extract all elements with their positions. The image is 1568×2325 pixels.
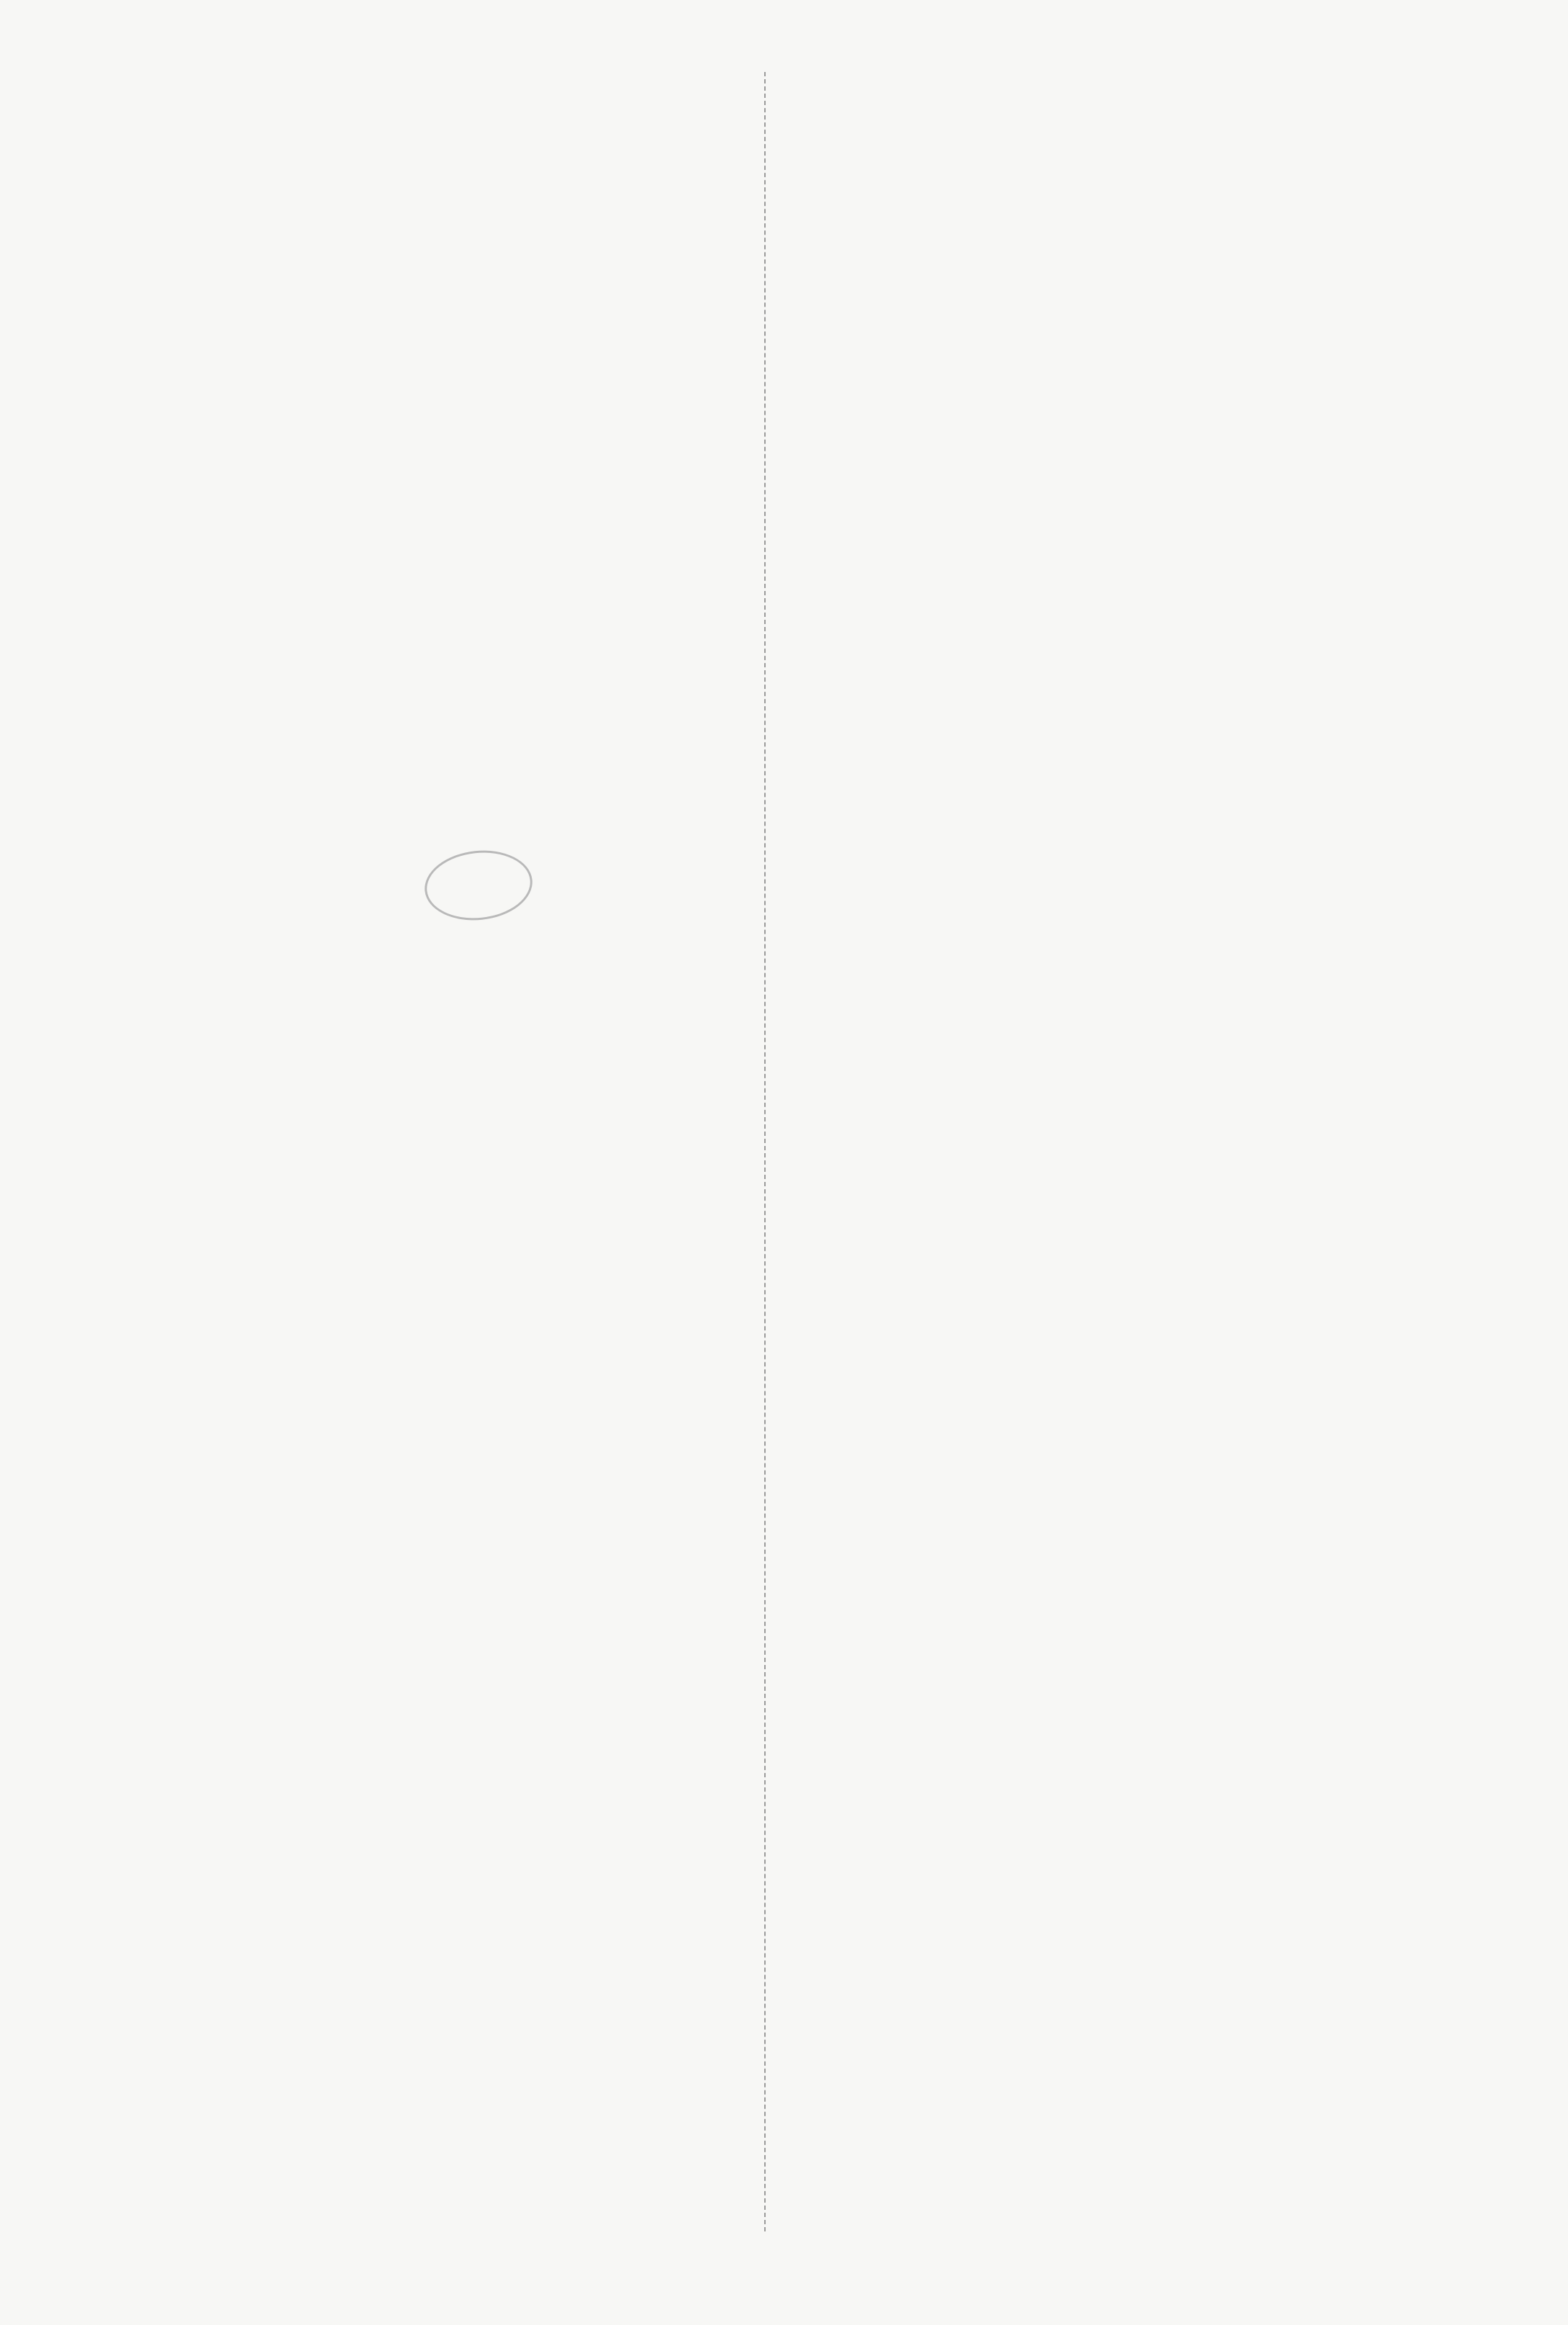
section-subtitle bbox=[81, 45, 743, 81]
lecture-2-heading bbox=[81, 81, 743, 122]
lecture-4-heading bbox=[792, 86, 1490, 128]
lecture-2b-heading bbox=[81, 209, 743, 250]
watermark-stamp bbox=[421, 845, 535, 925]
right-column bbox=[792, 45, 1490, 170]
left-column bbox=[81, 45, 743, 250]
lecture-1-heading bbox=[81, 167, 743, 209]
stamp-line-1 bbox=[425, 858, 527, 869]
topic-heading bbox=[81, 122, 743, 167]
stamp-line-2 bbox=[476, 864, 478, 877]
lecture-5-heading bbox=[792, 128, 1490, 170]
lecture-3-heading bbox=[792, 45, 1490, 86]
column-divider bbox=[764, 72, 766, 2231]
